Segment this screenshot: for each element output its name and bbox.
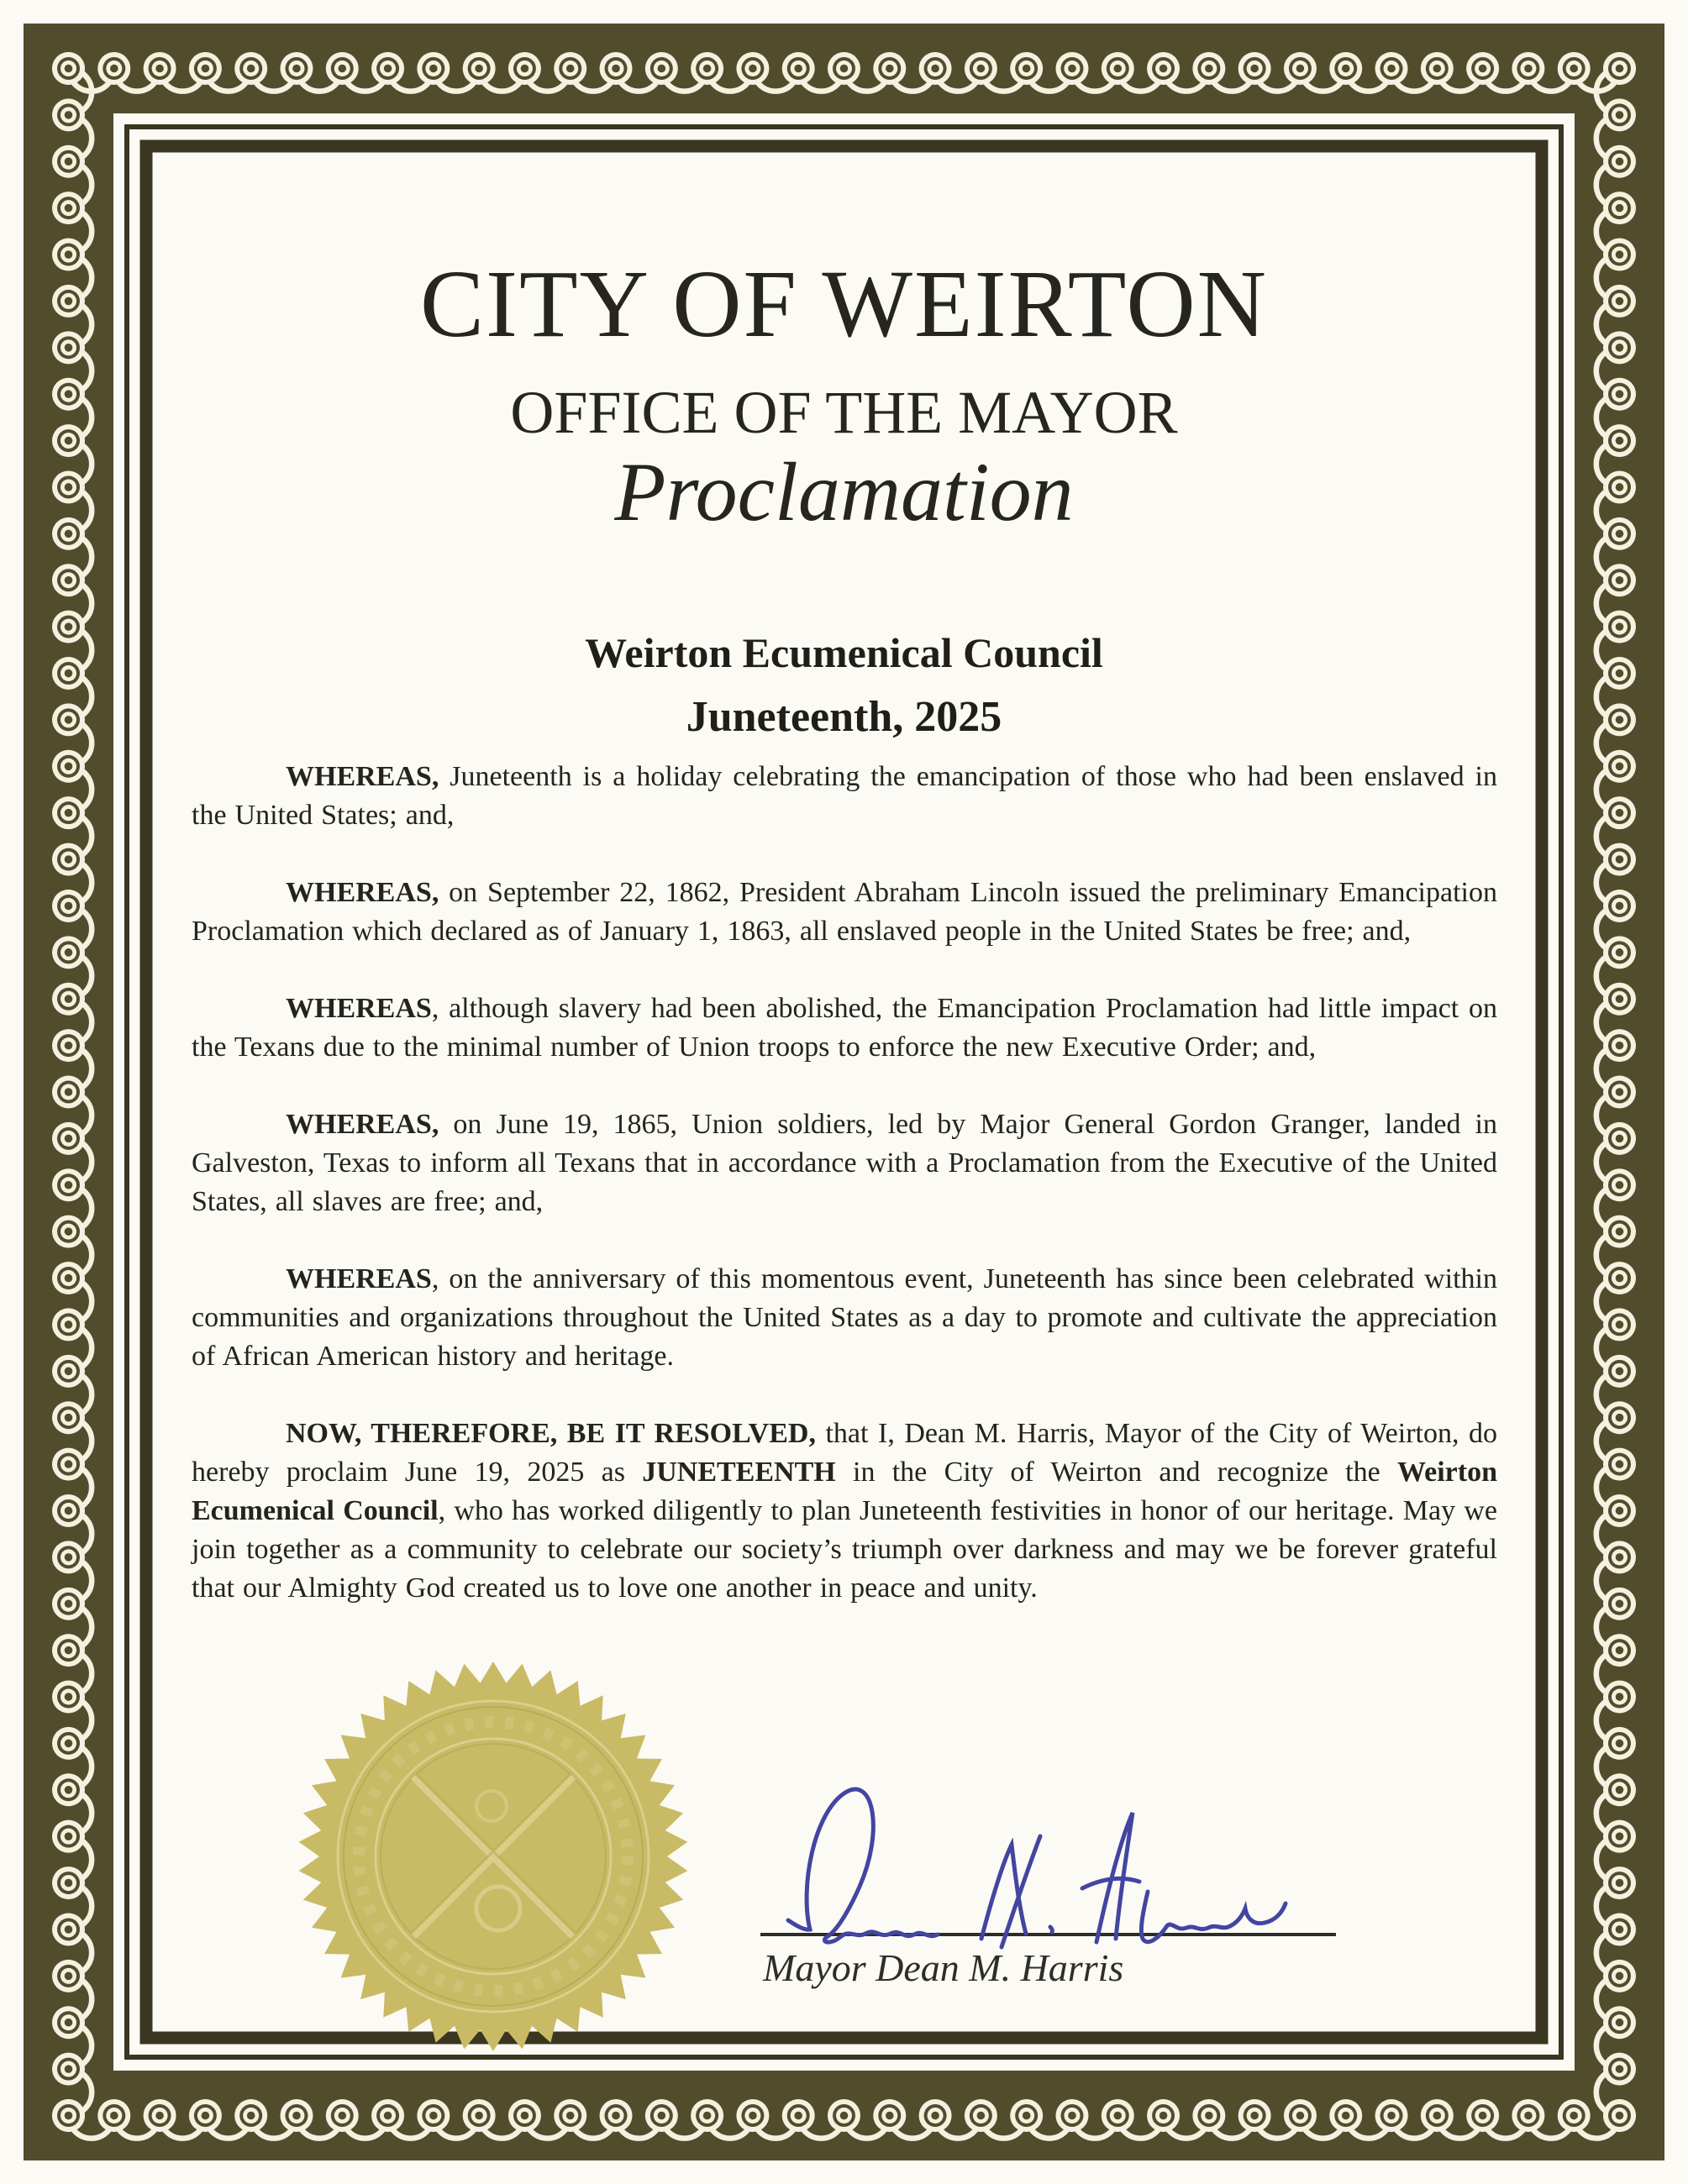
body-paragraph: WHEREAS, on September 22, 1862, President Abraham Lincoln issued the preliminary Emancipation Proclamation which declared as of January 1, 1863, all enslaved people in the United States be free; and, [192,877,1497,947]
office-subtitle: OFFICE OF THE MAYOR [510,379,1178,446]
occasion-title: Juneteenth, 2025 [686,693,1002,741]
signature-ink-strokes [788,1789,1286,1947]
body-paragraph: WHEREAS, Juneteenth is a holiday celebrating the emancipation of those who had been enslaved in the United States; and, [192,761,1497,831]
page-title: CITY OF WEIRTON [419,250,1269,357]
honoree-name: Weirton Ecumenical Council [585,629,1103,676]
body-paragraph: WHEREAS, on June 19, 1865, Union soldiers, led by Major General Gordon Granger, landed in Galveston, Texas to inform all Texans that in accordance with a Proclamation from the Executive of the United States, all slaves are free; and, [192,1109,1497,1217]
document-type-heading: Proclamation [614,445,1074,538]
body-paragraph: WHEREAS, on the anniversary of this momentous event, Juneteenth has since been celebrated within communities and organizations throughout the United States as a day to promote and cultivate the appreciation of African American history and heritage. [192,1263,1497,1372]
body-paragraph: WHEREAS, although slavery had been abolished, the Emancipation Proclamation had little impact on the Texans due to the minimal number of Union troops to enforce the new Executive Order; and, [192,993,1497,1063]
signature-title-line: Mayor Dean M. Harris [763,1946,1124,1989]
body-paragraph: NOW, THEREFORE, BE IT RESOLVED, that I, Dean M. Harris, Mayor of the City of Weirton, do hereby proclaim June 19, 2025 as JUNETEENTH in the City of Weirton and recognize the Weirton Ecumenical Council, who has worked diligently to plan Juneteenth festivities in honor of our heritage. May we join together as a community to celebrate our society’s triumph over darkness and may we be forever grateful that our Almighty God created us to love one another in peace and unity. [192,1418,1497,1604]
